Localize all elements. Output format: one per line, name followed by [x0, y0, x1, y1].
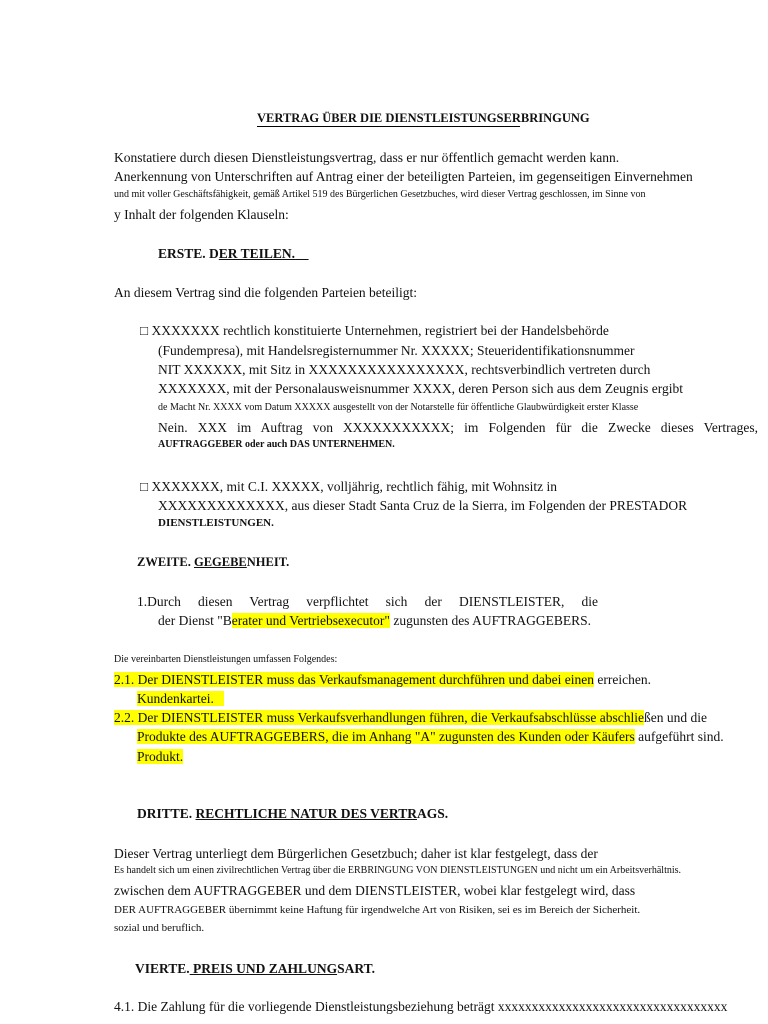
party-2-line-1: □ XXXXXXX, mit C.I. XXXXX, volljährig, rechtlich fähig, mit Wohnsitz in	[140, 479, 558, 494]
party-2-line-3: DIENSTLEISTUNGEN.	[158, 517, 274, 529]
party-1-line-7: AUFTRAGGEBER oder auch DAS UNTERNEHMEN.	[158, 439, 395, 450]
intro-line-2: Anerkennung von Unterschriften auf Antrag einer der beteiligten Parteien, im gegenseitigen Einvernehmen	[114, 169, 693, 184]
party-1-line-6: Nein. XXX im Auftrag von XXXXXXXXXXX; im Folgenden für die Zwecke dieses Vertrages,	[158, 420, 758, 435]
party-1-line-5: de Macht Nr. XXXX vom Datum XXXXX ausgestellt von der Notarstelle für öffentliche Glaubwürdigkeit erster Klasse	[158, 402, 639, 413]
section-1-intro: An diesem Vertrag sind die folgenden Parteien beteiligt:	[114, 285, 418, 300]
section-3-line-3: zwischen dem AUFTRAGGEBER und dem DIENSTLEISTER, wobei klar festgelegt wird, dass	[114, 883, 636, 898]
section-2-line-2: der Dienst "Berater und Vertriebsexecutor" zugunsten des AUFTRAGGEBERS.	[158, 613, 591, 628]
intro-line-3: und mit voller Geschäftsfähigkeit, gemäß Artikel 519 des Bürgerlichen Gesetzbuches, wird dieser Vertrag geschlossen, im Sinne von	[114, 189, 646, 200]
section-3-line-4: DER AUFTRAGGEBER übernimmt keine Haftung für irgendwelche Art von Risiken, sei es im Bereich der Sicherheit.	[114, 904, 641, 916]
party-1-line-4: XXXXXXX, mit der Personalausweisnummer XXXX, deren Person sich aus dem Zeugnis ergibt	[158, 381, 684, 396]
party-1-line-1: □ XXXXXXX rechtlich konstituierte Unternehmen, registriert bei der Handelsbehörde	[140, 323, 609, 338]
section-3-heading: DRITTE. RECHTLICHE NATUR DES VERTRAGS.	[137, 806, 449, 821]
section-4-line-1: 4.1. Die Zahlung für die vorliegende Dienstleistungsbeziehung beträgt xxxxxxxxxxxxxxxxxxxxxxxxxxxxxxxxxx	[114, 999, 728, 1014]
party-1-line-3: NIT XXXXXX, mit Sitz in XXXXXXXXXXXXXXXX, rechtsverbindlich vertreten durch	[158, 362, 651, 377]
section-3-line-1: Dieser Vertrag unterliegt dem Bürgerlichen Gesetzbuch; daher ist klar festgelegt, dass der	[114, 846, 598, 861]
section-2-heading: ZWEITE. GEGEBENHEIT.	[137, 555, 290, 569]
party-1-line-2: (Fundempresa), mit Handelsregisternummer Nr. XXXXX; Steueridentifikationsnummer	[158, 343, 635, 358]
item-2-2-line-1: 2.2. Der DIENSTLEISTER muss Verkaufsverhandlungen führen, die Verkaufsabschlüsse abschließen und die	[114, 710, 708, 725]
document-title: VERTRAG ÜBER DIE DIENSTLEISTUNGSERBRINGUNG	[257, 111, 590, 125]
section-3-line-5: sozial und beruflich.	[114, 922, 205, 934]
services-intro: Die vereinbarten Dienstleistungen umfassen Folgendes:	[114, 654, 338, 665]
section-2-line-1: 1.Durch diesen Vertrag verpflichtet sich der DIENSTLEISTER, die	[137, 594, 598, 609]
item-2-1-line-2: Kundenkartei.	[137, 692, 224, 706]
intro-line-1: Konstatiere durch diesen Dienstleistungsvertrag, dass er nur öffentlich gemacht werden kann.	[114, 150, 620, 165]
item-2-1-line-1: 2.1. Der DIENSTLEISTER muss das Verkaufsmanagement durchführen und dabei einen erreichen.	[114, 672, 651, 687]
item-2-2-line-3: Produkt.	[137, 749, 184, 764]
title-underline	[257, 126, 520, 127]
section-4-heading: VIERTE. PREIS UND ZAHLUNGSART.	[135, 961, 375, 976]
item-2-2-line-2: Produkte des AUFTRAGGEBERS, die im Anhang "A" zugunsten des Kunden oder Käufers aufgeführt sind.	[137, 729, 724, 744]
section-3-line-2: Es handelt sich um einen zivilrechtlichen Vertrag über die ERBRINGUNG VON DIENSTLEISTUNGEN und nicht um ein Arbeitsverhältnis.	[114, 865, 682, 876]
intro-line-4: y Inhalt der folgenden Klauseln:	[114, 207, 289, 222]
section-1-heading: ERSTE. DER TEILEN.	[158, 246, 296, 261]
party-2-line-2: XXXXXXXXXXXXX, aus dieser Stadt Santa Cruz de la Sierra, im Folgenden der PRESTADOR	[158, 498, 688, 513]
